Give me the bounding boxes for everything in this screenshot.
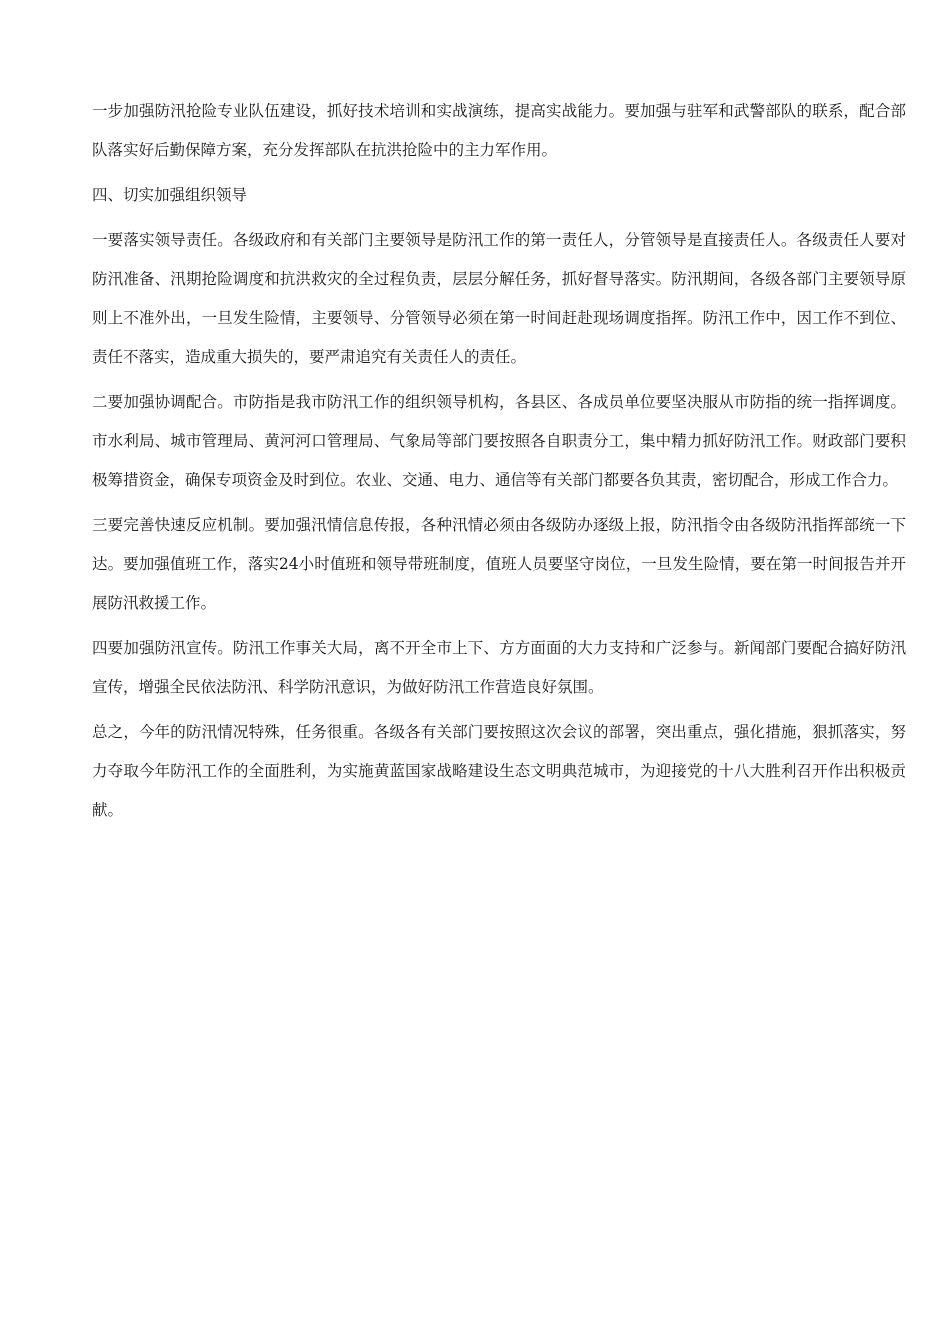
document-body: [92, 92, 906, 836]
paragraph-rapid-response: 三要完善快速反应机制。要加强汛情信息传报，各种汛情必须由各级防办逐级上报，防汛指令由各级防汛指挥部统一下达。要加强值班工作，落实24小时值班和领导带班制度，值班人员要坚守岗位，一旦发生险情，要在第一时间报告并开展防汛救援工作。: [92, 516, 906, 612]
section-heading: 四、切实加强组织领导: [92, 186, 248, 204]
paragraph-publicity: 四要加强防汛宣传。防汛工作事关大局，离不开全市上下、方方面面的大力支持和广泛参与。新闻部门要配合搞好防汛宣传，增强全民依法防汛、科学防汛意识，为做好防汛工作营造良好氛围。: [92, 639, 906, 696]
paragraph-continuation: 一步加强防汛抢险专业队伍建设，抓好技术培训和实战演练，提高实战能力。要加强与驻军和武警部队的联系，配合部队落实好后勤保障方案，充分发挥部队在抗洪抢险中的主力军作用。: [92, 102, 906, 159]
paragraph-leadership-responsibility: 一要落实领导责任。各级政府和有关部门主要领导是防汛工作的第一责任人，分管领导是直接责任人。各级责任人要对防汛准备、汛期抢险调度和抗洪救灾的全过程负责，层层分解任务，抓好督导落实。防汛期间，各级各部门主要领导原则上不准外出，一旦发生险情，主要领导、分管领导必须在第一时间赶赴现场调度指挥。防汛工作中，因工作不到位、责任不落实，造成重大损失的，要严肃追究有关责任人的责任。: [92, 231, 906, 366]
paragraph-conclusion: 总之，今年的防汛情况特殊，任务很重。各级各有关部门要按照这次会议的部署，突出重点，强化措施，狠抓落实，努力夺取今年防汛工作的全面胜利，为实施黄蓝国家战略建设生态文明典范城市，为迎接党的十八大胜利召开作出积极贡献。: [92, 723, 906, 819]
paragraph-coordination: 二要加强协调配合。市防指是我市防汛工作的组织领导机构，各县区、各成员单位要坚决服从市防指的统一指挥调度。市水利局、城市管理局、黄河河口管理局、气象局等部门要按照各自职责分工，集中精力抓好防汛工作。财政部门要积极筹措资金，确保专项资金及时到位。农业、交通、电力、通信等有关部门都要各负其责，密切配合，形成工作合力。: [92, 393, 906, 489]
